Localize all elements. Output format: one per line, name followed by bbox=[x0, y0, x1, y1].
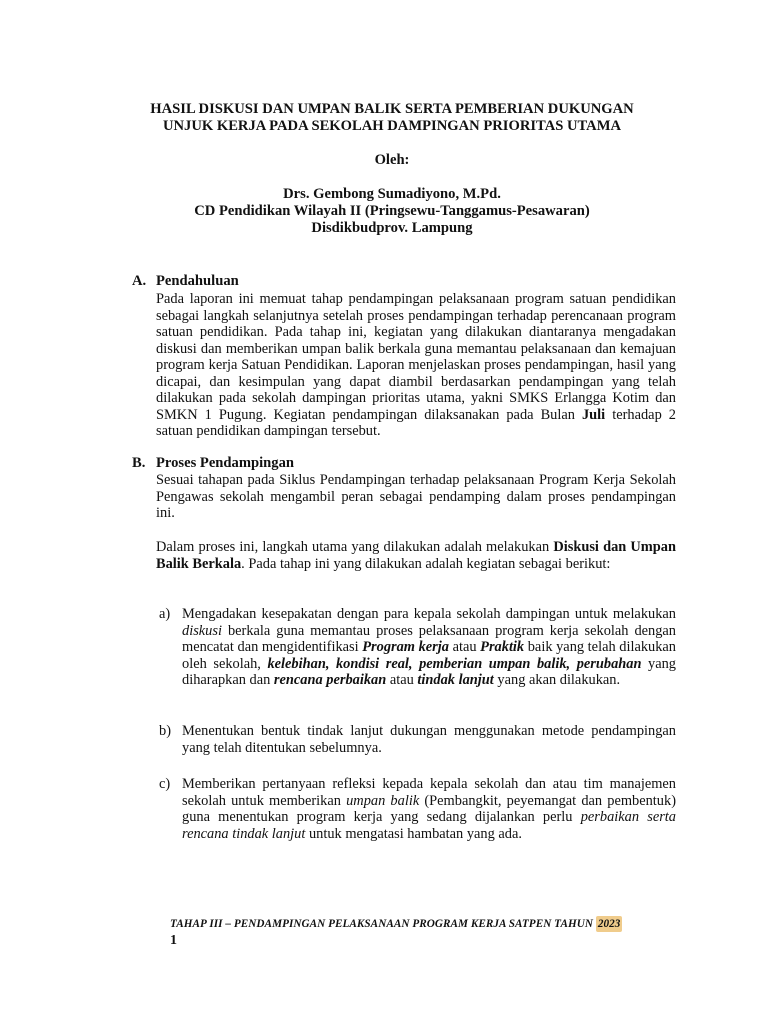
oleh-label: Oleh: bbox=[374, 152, 410, 168]
section-a-title: Pendahuluan bbox=[156, 273, 239, 289]
list-item-a: Mengadakan kesepakatan dengan para kepala sekolah dampingan untuk melakukan diskusi berkala guna memantau proses pelaksanaan program kerja sekolah dengan mencatat dan mengidentifikasi Program kerja atau Praktik baik yang telah dilakukan oleh sekolah, kelebihan, kondisi real, pemberian umpan balik, perubahan yang diharapkan dan rencana perbaikan atau tindak lanjut yang akan dilakukan. bbox=[182, 606, 677, 688]
section-a-paragraph: Pada laporan ini memuat tahap pendampingan pelaksanaan program satuan pendidikan sebagai langkah selanjutnya setelah proses pendampingan terhadap perencanaan program satuan pendidikan. Pada tahap ini, kegiatan yang dilakukan diantaranya mengadakan diskusi dan memberikan umpan balik berkala guna memantau pelaksanaan dan kemajuan program kerja Satuan Pendidikan. Laporan menjelaskan proses pendampingan, hasil yang dicapai, dan kesimpulan yang dapat diambil berdasarkan pendampingan yang telah dilakukan pada sekolah dampingan prioritas utama, yakni SMKS Erlangga Kotim dan SMKN 1 Pugung. Kegiatan pendampingan dilaksanakan pada Bulan Juli terhadap 2 satuan pendidikan dampingan tersebut. bbox=[156, 291, 676, 439]
author-name: Drs. Gembong Sumadiyono, M.Pd. bbox=[283, 186, 501, 202]
footer-year: 2023 bbox=[597, 918, 621, 930]
section-b-paragraph-1: Sesuai tahapan pada Siklus Pendampingan terhadap pelaksanaan Program Kerja Sekolah Pengawas sekolah mengambil peran sebagai pendamping dalam proses pendampingan ini. bbox=[156, 472, 676, 521]
list-item-b: Menentukan bentuk tindak lanjut dukungan menggunakan metode pendampingan yang telah ditentukan sebelumnya. bbox=[182, 723, 676, 756]
list-item-b-label: b) bbox=[159, 723, 171, 739]
method-emphasis: Diskusi dan Umpan Balik Berkala bbox=[156, 539, 676, 572]
list-item-c: Memberikan pertanyaan refleksi kepada kepala sekolah dan atau tim manajemen sekolah untuk memberikan umpan balik (Pembangkit, peyemangat dan pembentuk) guna menentukan program kerja yang sedang dijalankan perlu perbaikan serta rencana tindak lanjut untuk mengatasi hambatan yang ada. bbox=[182, 776, 676, 842]
section-b-label: B. bbox=[132, 455, 146, 471]
document-title-line2: UNJUK KERJA PADA SEKOLAH DAMPINGAN PRIORITAS UTAMA bbox=[162, 118, 622, 134]
page-number: 1 bbox=[170, 933, 177, 948]
section-a-label: A. bbox=[132, 273, 147, 289]
month-emphasis: Juli bbox=[581, 406, 606, 423]
list-item-a-label: a) bbox=[159, 606, 171, 622]
author-office: CD Pendidikan Wilayah II (Pringsewu-Tanggamus-Pesawaran) bbox=[194, 203, 590, 219]
document-title-line1: HASIL DISKUSI DAN UMPAN BALIK SERTA PEMBERIAN DUKUNGAN bbox=[150, 101, 634, 117]
author-agency: Disdikbudprov. Lampung bbox=[311, 220, 473, 236]
section-b-paragraph-2: Dalam proses ini, langkah utama yang dilakukan adalah melakukan Diskusi dan Umpan Balik Berkala. Pada tahap ini yang dilakukan adalah kegiatan sebagai berikut: bbox=[156, 539, 676, 572]
list-item-c-label: c) bbox=[159, 776, 171, 792]
section-b-title: Proses Pendampingan bbox=[156, 455, 294, 471]
page-footer: TAHAP III – PENDAMPINGAN PELAKSANAAN PROGRAM KERJA SATPEN TAHUN 2023 bbox=[170, 918, 621, 930]
